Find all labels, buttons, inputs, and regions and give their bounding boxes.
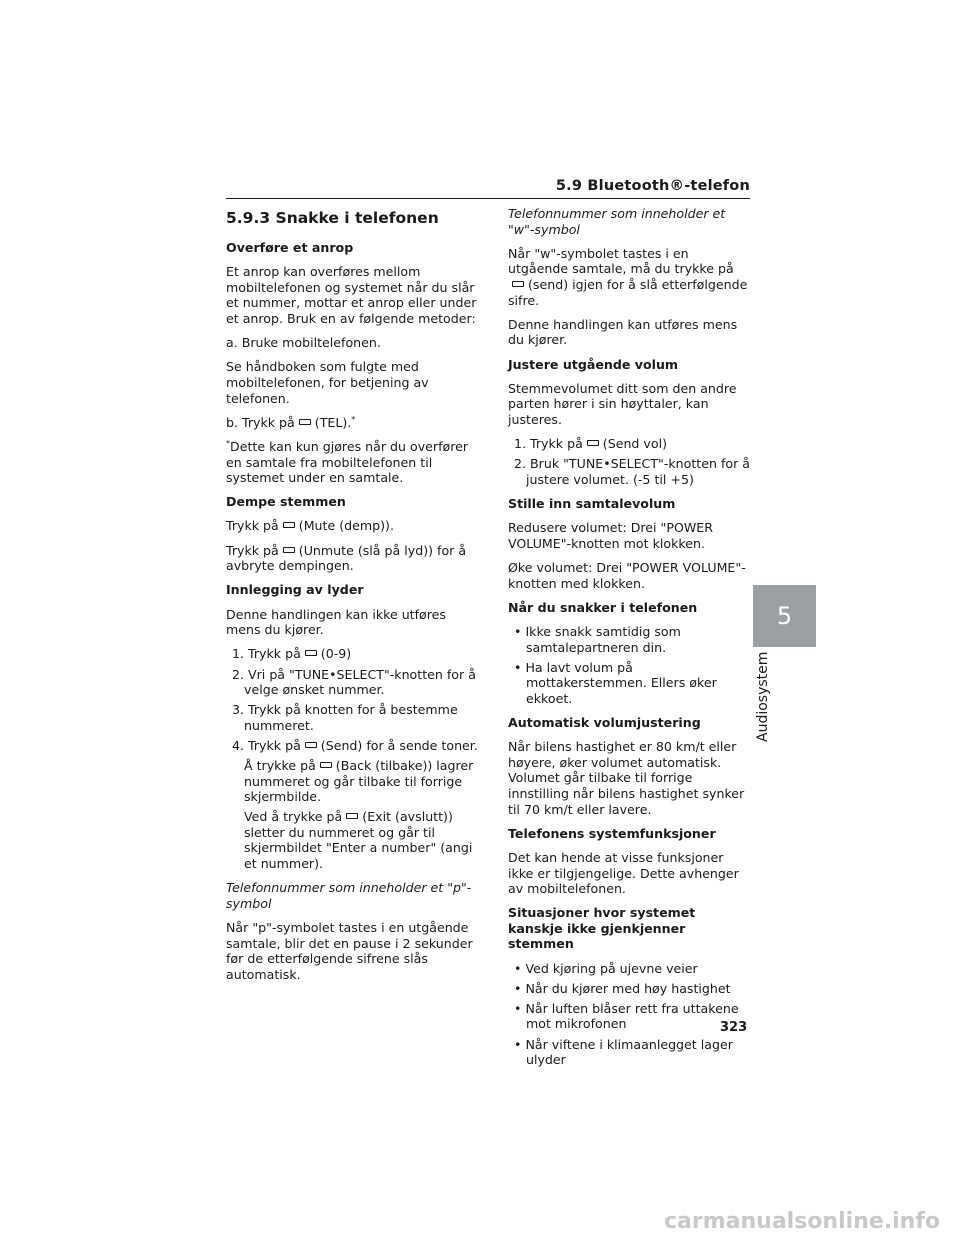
heading-mute: Dempe stemmen bbox=[226, 494, 346, 510]
button-icon bbox=[320, 762, 332, 768]
button-icon bbox=[283, 547, 295, 553]
text: (0-9) bbox=[320, 646, 352, 662]
bullet-item: • Ha lavt volum på mottakerstemmen. Ellers øker ekkoet. bbox=[514, 659, 717, 706]
text: (Send vol) bbox=[602, 436, 668, 452]
paragraph-call-volume-up: Øke volumet: Drei "POWER VOLUME"-knotten med klokken. bbox=[508, 559, 746, 591]
step-3: 3. Trykk på knotten for å bestemme nummeret. bbox=[232, 702, 458, 733]
text: (TEL). bbox=[314, 414, 352, 430]
bullet-text: Når viftene i klimaanlegget lager ulyder bbox=[525, 1036, 733, 1068]
step-4-back bbox=[226, 758, 478, 805]
step-2: 2. Bruk "TUNE•SELECT"-knotten for å justere volumet. (-5 til +5) bbox=[514, 456, 750, 487]
button-icon bbox=[512, 281, 524, 287]
heading-transfer: Overføre et anrop bbox=[226, 240, 354, 255]
bullet-text: Ikke snakk samtidig som samtalepartneren din. bbox=[525, 623, 681, 655]
heading-situations: Situasjoner hvor systemet kanskje ikke gjenkjenner stemmen bbox=[508, 905, 696, 952]
text: Trykk på bbox=[226, 542, 279, 558]
heading-auto-volume: Automatisk volumjustering bbox=[508, 714, 701, 730]
button-icon bbox=[305, 650, 317, 656]
paragraph-tones: Denne handlingen kan ikke utføres mens du kjører. bbox=[226, 606, 446, 638]
chapter-label: Audiosystem bbox=[755, 651, 771, 742]
button-icon bbox=[283, 522, 295, 528]
footnote-mark: * bbox=[226, 438, 230, 448]
paragraph-transfer: Et anrop kan overføres mellom mobiltelefonen og systemet når du slår et nummer, mottar et anrop eller under et anrop. Bruk en av følgende metoder: bbox=[226, 264, 477, 326]
watermark: carmanualsonline.info bbox=[664, 1209, 940, 1234]
text: (Back (tilbake)) lagrer nummeret og går tilbake til forrige skjermbilde. bbox=[244, 757, 474, 805]
bullet-item: • Når luften blåser rett fra uttakene mot mikrofonen bbox=[514, 1000, 739, 1032]
heading-p-symbol: Telefonnummer som inneholder et "p"-symbol bbox=[226, 880, 472, 911]
paragraph-unmute bbox=[226, 543, 478, 574]
paragraph-w-driving: Denne handlingen kan utføres mens du kjører. bbox=[508, 316, 738, 348]
heading-outgoing-volume: Justere utgående volum bbox=[508, 356, 679, 372]
text: Å trykke på bbox=[244, 757, 316, 773]
paragraph-auto-volume: Når bilens hastighet er 80 km/t eller høyere, øker volumet automatisk. Volumet går tilbake til forrige innstilling når bilens hastighet synker til 70 km/t eller lavere. bbox=[508, 739, 745, 817]
bullet-text: Når luften blåser rett fra uttakene mot mikrofonen bbox=[525, 1000, 739, 1032]
text: b. Trykk på bbox=[226, 414, 295, 430]
text: 1. Trykk på bbox=[232, 646, 301, 662]
text: Trykk på bbox=[226, 518, 279, 534]
text: (Exit (avslutt)) sletter du nummeret og går til skjermbildet "Enter a number" (angi et nummer). bbox=[244, 809, 473, 872]
heading-talking: Når du snakker i telefonen bbox=[508, 599, 698, 615]
button-icon bbox=[587, 440, 599, 446]
button-icon bbox=[346, 813, 358, 819]
paragraph-outgoing-volume: Stemmevolumet ditt som den andre parten hører i sin høyttaler, kan justeres. bbox=[508, 380, 737, 427]
text: 1. Trykk på bbox=[514, 436, 583, 452]
paragraph-manual: Se håndboken som fulgte med mobiltelefonen, for betjening av telefonen. bbox=[226, 359, 429, 406]
paragraph-system-functions: Det kan hende at visse funksjoner ikke er tilgjengelige. Dette avhenger av mobiltelefonen. bbox=[508, 849, 739, 897]
heading-w-symbol: Telefonnummer som inneholder et "w"-symbol bbox=[508, 206, 726, 237]
bullet-text: Når du kjører med høy hastighet bbox=[525, 980, 731, 996]
text: (Mute (demp)). bbox=[298, 518, 394, 534]
step-4 bbox=[226, 738, 478, 754]
text: (Send) for å sende toner. bbox=[320, 737, 478, 753]
bullet-item: • Ikke snakk samtidig som samtalepartneren din. bbox=[514, 623, 681, 655]
text: Når "w"-symbolet tastes i en utgående samtale, må du trykke på bbox=[508, 245, 734, 277]
step-4-exit bbox=[226, 809, 478, 871]
text: Ved å trykke på bbox=[244, 809, 343, 825]
paragraph-b bbox=[226, 415, 478, 431]
text: (Unmute (slå på lyd)) for å avbryte dempingen. bbox=[226, 542, 467, 574]
heading-tones: Innlegging av lyder bbox=[226, 582, 364, 598]
chapter-tab: 5 bbox=[753, 585, 816, 647]
paragraph-a: a. Bruke mobiltelefonen. bbox=[226, 335, 381, 351]
bullet-item: • Når viftene i klimaanlegget lager ulyder bbox=[514, 1036, 733, 1068]
text: 4. Trykk på bbox=[232, 737, 301, 753]
heading-system-functions: Telefonens systemfunksjoner bbox=[508, 825, 716, 841]
paragraph-call-volume-down: Redusere volumet: Drei "POWER VOLUME"-knotten mot klokken. bbox=[508, 520, 714, 551]
bullet-text: Ved kjøring på ujevne veier bbox=[525, 960, 698, 976]
footnote bbox=[226, 439, 478, 486]
button-icon bbox=[305, 742, 317, 748]
left-column bbox=[226, 206, 478, 991]
text: (send) igjen for å slå etterfølgende sifre. bbox=[508, 276, 748, 308]
step-2: 2. Vri på "TUNE•SELECT"-knotten for å velge ønsket nummer. bbox=[232, 666, 476, 698]
bullet-item: • Når du kjører med høy hastighet bbox=[514, 980, 731, 996]
step-1 bbox=[508, 436, 752, 452]
running-header: 5.9 Bluetooth®-telefon bbox=[555, 178, 750, 194]
paragraph-p-symbol: Når "p"-symbolet tastes i en utgående samtale, blir det en pause i 2 sekunder før de etterfølgende sifrene slås automatisk. bbox=[226, 920, 473, 982]
paragraph-mute bbox=[226, 518, 478, 534]
footnote-mark: * bbox=[351, 414, 356, 424]
right-column bbox=[508, 206, 752, 1072]
step-1 bbox=[226, 646, 478, 662]
bullet-item: • Ved kjøring på ujevne veier bbox=[514, 960, 698, 976]
bullet-text: Ha lavt volum på mottakerstemmen. Ellers øker ekkoet. bbox=[525, 659, 717, 706]
section-title: 5.9.3 Snakke i telefonen bbox=[226, 209, 439, 227]
footnote-text: Dette kan kun gjøres når du overfører en samtale fra mobiltelefonen til systemet under en samtale. bbox=[226, 438, 469, 486]
paragraph-w-symbol bbox=[508, 246, 752, 308]
header-rule bbox=[226, 198, 750, 199]
button-icon bbox=[299, 419, 311, 425]
heading-call-volume: Stille inn samtalevolum bbox=[508, 495, 676, 511]
page-number: 323 bbox=[720, 1020, 748, 1035]
